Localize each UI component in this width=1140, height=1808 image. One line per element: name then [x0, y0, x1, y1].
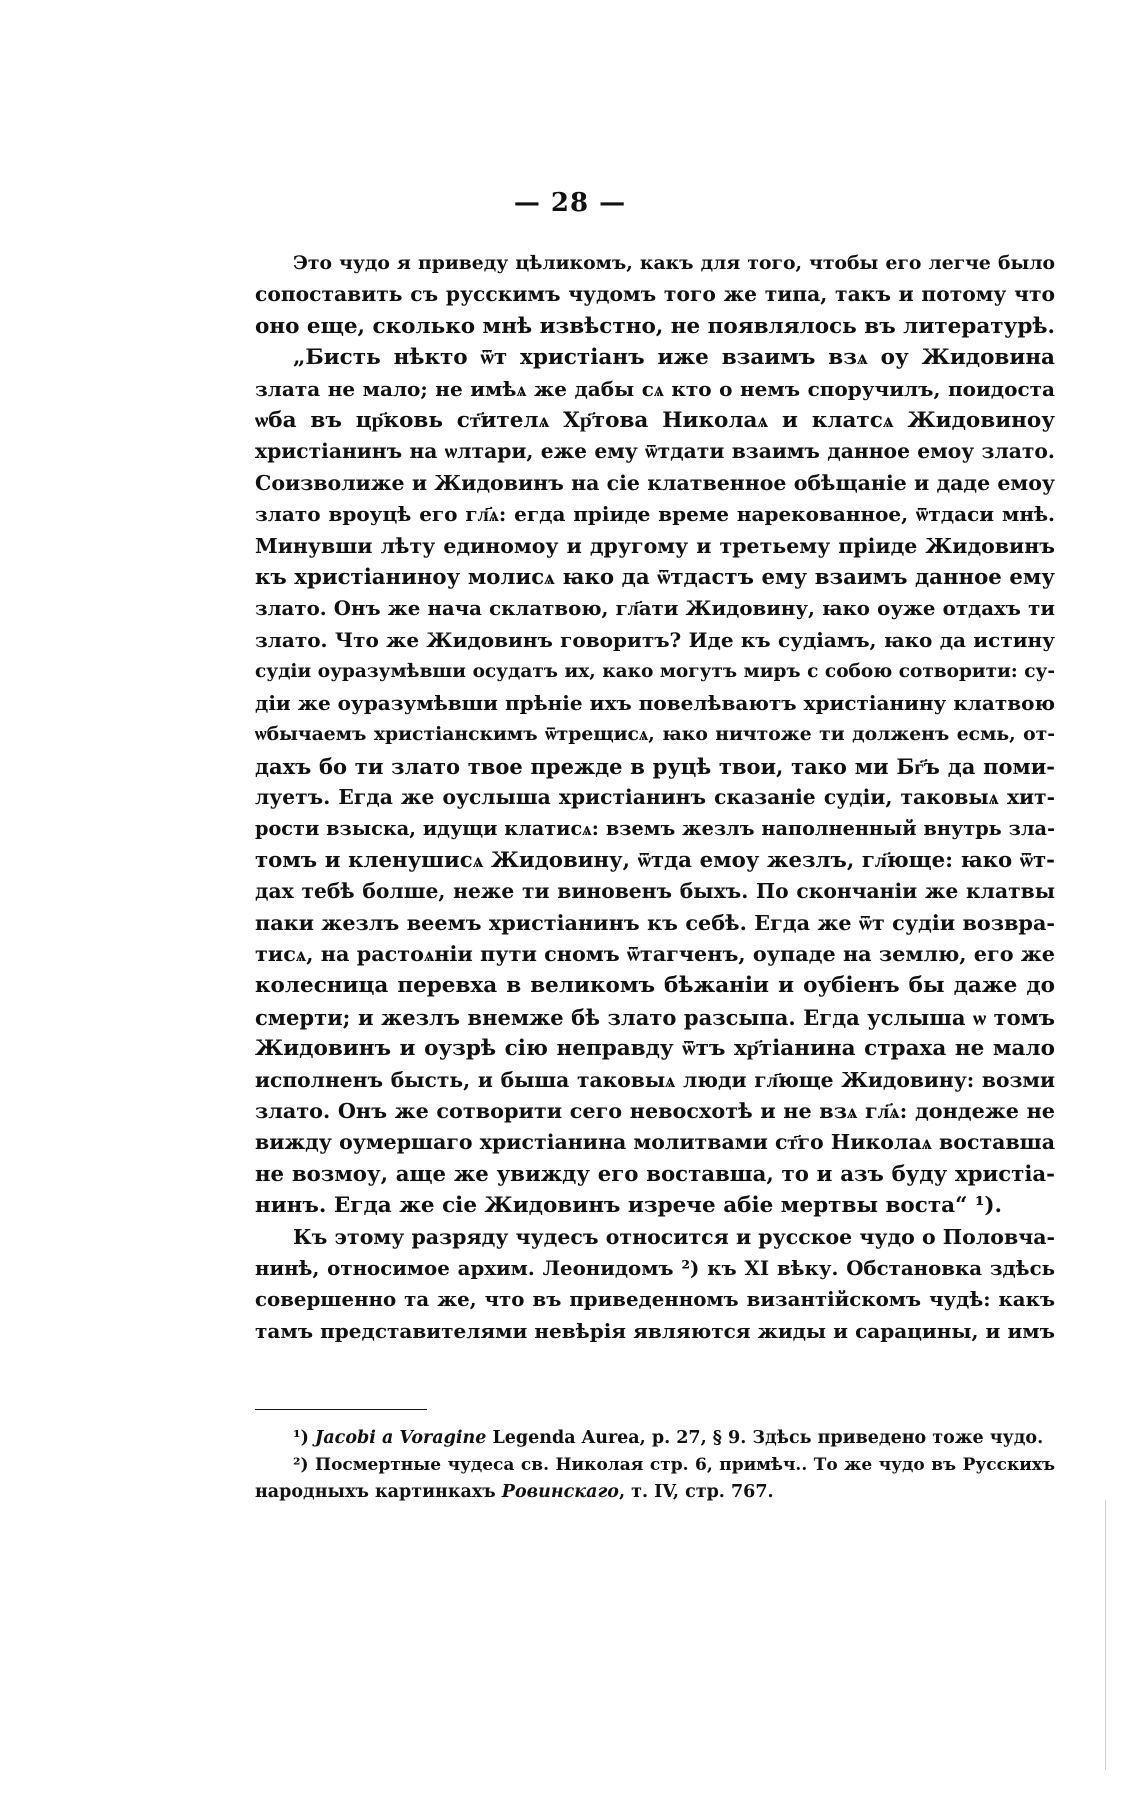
- text-line: оно еще, сколько мнѣ извѣстно, не появлялось въ литературѣ.: [255, 313, 1055, 339]
- page-number: — 28 —: [513, 188, 627, 218]
- text-line: діи же оуразумѣвши прѣніе ихъ повелѣваютъ христіанину клатвою: [255, 690, 1055, 715]
- text-line: злато. Что же Жидовинъ говоритъ? Иде къ судіамъ, ꙗко да истину: [255, 627, 1055, 652]
- text-line: злато вроуцѣ его гл҃ѧ: егда пріиде време нарекованное, ѿтдаси мнѣ.: [255, 502, 1055, 527]
- text-line: „Бисть нѣкто ѿт христіанъ иже взаимъ взѧ оу Жидовина: [293, 345, 1055, 371]
- text-line: рости взыска, идущи клатисѧ: вземъ жезлъ наполненный внутрь зла-: [255, 817, 1055, 841]
- footnote-author: Ровинскаго: [501, 1482, 619, 1502]
- footnote-2-continuation: [255, 1479, 1055, 1506]
- footnote-2: [255, 1452, 1055, 1479]
- footnote-divider: [255, 1409, 427, 1410]
- text-line: Соизволиже и Жидовинъ на сіе клатвенное обѣщаніе и даде емоу: [255, 470, 1055, 495]
- text-line: Минувши лѣту единомоу и другому и третьему пріиде Жидовинъ: [255, 533, 1055, 558]
- text-line: злата не мало; не имѣѧ же дабы сѧ кто о немъ споручилъ, поидоста: [255, 376, 1055, 401]
- footnote-text: Legenda Aurea, p. 27, § 9. Здѣсь приведено тоже чудо.: [486, 1428, 1044, 1448]
- text-line: тисѧ, на растоѧніи пути сномъ ѿтагченъ, оупаде на землю, его же: [255, 941, 1055, 966]
- text-line: судіи оуразумѣвши осудатъ их, како могутъ миръ с собою сотворити: су-: [255, 661, 1055, 683]
- body-text: [255, 248, 1055, 1347]
- text-line: смерти; и жезлъ внемже бѣ злато разсыпа. Егда услыша ѡ томъ: [255, 1004, 1055, 1030]
- text-line: къ христіаниноу молисѧ ꙗко да ѿтдастъ ему взаимъ данное ему: [255, 565, 1055, 591]
- footnote-1: [255, 1425, 1055, 1452]
- paragraph-quotation: [255, 342, 1055, 1221]
- text-line: исполненъ бысть, и быша таковыѧ люди гл҃юще Жидовину: возми: [255, 1067, 1055, 1092]
- text-line: колесница перевха в великомъ бѣжаніи и оубіенъ бы даже до: [255, 973, 1055, 999]
- text-line: луетъ. Егда же оуслыша христіанинъ сказаніе судіи, таковыѧ хит-: [255, 784, 1055, 809]
- text-line: дах тебѣ болше, неже ти виновенъ быхъ. По скончаніи же клатвы: [255, 879, 1055, 904]
- scan-edge-line: [1105, 1500, 1106, 1770]
- footnotes: [255, 1425, 1055, 1506]
- paragraph-commentary: [255, 1222, 1055, 1348]
- text-line: сопоставить съ русскимъ чудомъ того же типа, такъ и потому что: [255, 282, 1055, 307]
- text-line: нинѣ, относимое архим. Леонидомъ ²) къ XI вѣку. Обстановка здѣсь: [255, 1256, 1055, 1280]
- text-line: дахъ бо ти злато твое прежде в руцѣ твои, тако ми Бг҃ъ да поми-: [255, 753, 1055, 779]
- text-line: вижду оумершаго христіанина молитвами ст҃го Николаѧ воставша: [255, 1130, 1055, 1155]
- text-line: ѡбычаемъ христіанскимъ ѿтрещисѧ, ꙗко ничтоже ти долженъ есмь, от-: [255, 723, 1055, 746]
- text-line: паки жезлъ веемъ христіанинъ къ себѣ. Егда же ѿт судіи возвра-: [255, 910, 1055, 935]
- text-line: Къ этому разряду чудесъ относится и русское чудо о Половча-: [293, 1224, 1055, 1249]
- footnote-text: Посмертные чудеса св. Николая стр. 6, примѣч.. То же чудо въ Русскихъ: [315, 1455, 1056, 1475]
- text-line: злато. Онъ же нача склатвою, гл҃ати Жидовину, ꙗко оуже отдахъ ти: [255, 596, 1055, 621]
- footnote-marker: ¹): [293, 1428, 309, 1448]
- text-line: ѡба въ цр҃ковь ст҃ителѧ Хр҃това Николаѧ и клатсѧ Жидовиноу: [255, 408, 1055, 434]
- text-line: не возмоу, аще же увижду его воставша, то и азъ буду христіа-: [255, 1161, 1055, 1187]
- text-line: томъ и кленушисѧ Жидовину, ѿтда емоу жезлъ, гл҃юще: ꙗко ѿт-: [255, 847, 1055, 873]
- text-line: христіанинъ на ѡлтари, еже ему ѿтдати взаимъ данное емоу злато.: [255, 439, 1055, 464]
- text-line: злато. Онъ же сотворити сего невосхотѣ и не взѧ гл҃ѧ: дондеже не: [255, 1098, 1055, 1123]
- text-line: тамъ представителями невѣрія являются жиды и сарацины, и имъ: [255, 1318, 1055, 1343]
- footnote-author: Jacobi a Voragine: [315, 1428, 487, 1448]
- footnote-marker: ²): [293, 1455, 309, 1475]
- text-line: Это чудо я приведу цѣликомъ, какъ для того, чтобы его легче было: [293, 252, 1055, 274]
- text-line: нинъ. Егда же сіе Жидовинъ изрече абіе мертвы воста“ ¹).: [255, 1193, 1003, 1219]
- text-line: Жидовинъ и оузрѣ сію неправду ѿтъ хр҃тіанина страха не мало: [255, 1036, 1055, 1062]
- footnote-text: народныхъ картинкахъ: [255, 1482, 502, 1502]
- paragraph-intro: [255, 248, 1055, 342]
- text-line: совершенно та же, что въ приведенномъ византійскомъ чудѣ: какъ: [255, 1287, 1055, 1312]
- footnote-text: , т. IV, стр. 767.: [618, 1482, 774, 1502]
